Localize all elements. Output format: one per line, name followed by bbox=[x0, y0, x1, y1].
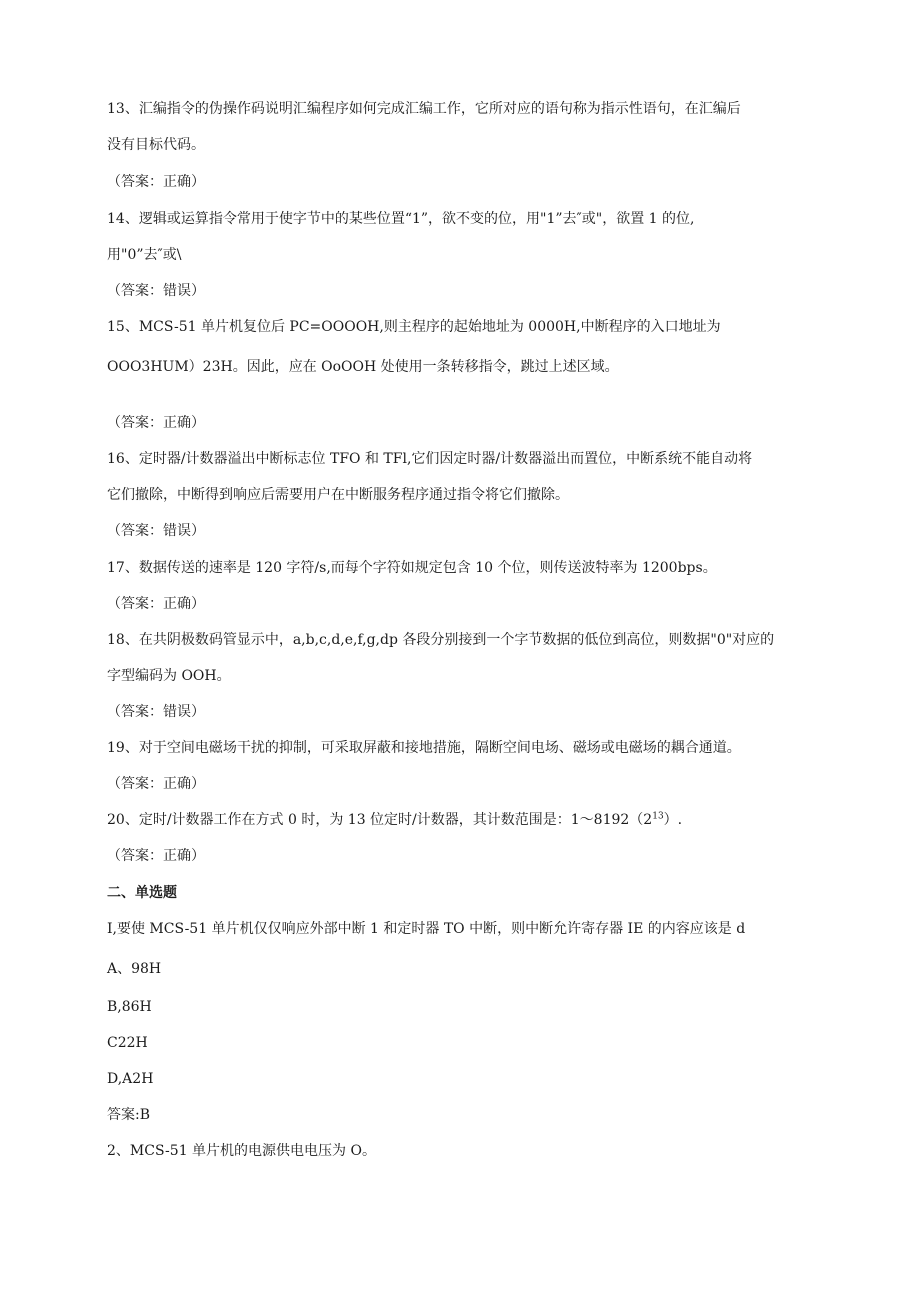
q13-line-2: 没有目标代码。 bbox=[107, 137, 205, 153]
q17-line-1: 17、数据传送的速率是 120 字符/s,而每个字符如规定包含 10 个位，则传送波特率为 1200bps。 bbox=[107, 560, 717, 576]
mc2-question: 2、MCS-51 单片机的电源供电电压为 O。 bbox=[107, 1143, 376, 1159]
q18-line-1: 18、在共阴极数码管显示中，a,b,c,d,e,f,g,dp 各段分别接到一个字节数据的低位到高位，则数据"0"对应的 bbox=[107, 632, 775, 648]
q16-answer: （答案：错误） bbox=[107, 523, 205, 539]
mc1-option-a: A、98H bbox=[107, 961, 162, 977]
mc1-answer: 答案:B bbox=[107, 1107, 151, 1123]
q18-line-2: 字型编码为 OOH。 bbox=[107, 668, 231, 684]
q16-line-2: 它们撤除，中断得到响应后需要用户在中断服务程序通过指令将它们撤除。 bbox=[107, 487, 569, 503]
q14-answer: （答案：错误） bbox=[107, 283, 205, 299]
mc1-question: I,要使 MCS-51 单片机仅仅响应外部中断 1 和定时器 TO 中断，则中断允许寄存器 IE 的内容应该是 d bbox=[107, 921, 746, 937]
mc1-option-d: D,A2H bbox=[107, 1071, 154, 1087]
q14-line-2: 用"0”去″或\ bbox=[107, 247, 182, 263]
q20-line-1 bbox=[107, 811, 682, 829]
q15-line-1: 15、MCS-51 单片机复位后 PC=OOOOH,则主程序的起始地址为 0000H,中断程序的入口地址为 bbox=[107, 319, 721, 335]
q19-line-1: 19、对于空间电磁场干扰的抑制，可采取屏蔽和接地措施，隔断空间电场、磁场或电磁场的耦合通道。 bbox=[107, 740, 741, 756]
q17-answer: （答案：正确） bbox=[107, 596, 205, 612]
q20-exponent: 13 bbox=[652, 811, 664, 822]
q14-line-1: 14、逻辑或运算指令常用于使字节中的某些位置“1”，欲不变的位，用"1”去″或"，欲置 1 的位, bbox=[107, 211, 695, 227]
q15-line-2: OOO3HUM）23H。因此，应在 OoOOH 处使用一条转移指令，跳过上述区域。 bbox=[107, 359, 619, 375]
q13-answer: （答案：正确） bbox=[107, 174, 205, 190]
section-heading: 二、单选题 bbox=[107, 885, 177, 901]
q20-answer: （答案：正确） bbox=[107, 848, 205, 864]
mc1-option-c: C22H bbox=[107, 1035, 148, 1051]
mc1-option-b: B,86H bbox=[107, 999, 152, 1015]
q20-tail: ）. bbox=[663, 812, 683, 828]
q15-answer: （答案：正确） bbox=[107, 415, 205, 431]
q16-line-1: 16、定时器/计数器溢出中断标志位 TFO 和 TFl,它们因定时器/计数器溢出而置位，中断系统不能自动将 bbox=[107, 451, 753, 467]
q13-line-1: 13、汇编指令的伪操作码说明汇编程序如何完成汇编工作，它所对应的语句称为指示性语句，在汇编后 bbox=[107, 101, 741, 117]
q19-answer: （答案：正确） bbox=[107, 776, 205, 792]
q20-text: 20、定时/计数器工作在方式 0 时，为 13 位定时/计数器，其计数范围是：1～8192（2 bbox=[107, 812, 653, 828]
q18-answer: （答案：错误） bbox=[107, 704, 205, 720]
